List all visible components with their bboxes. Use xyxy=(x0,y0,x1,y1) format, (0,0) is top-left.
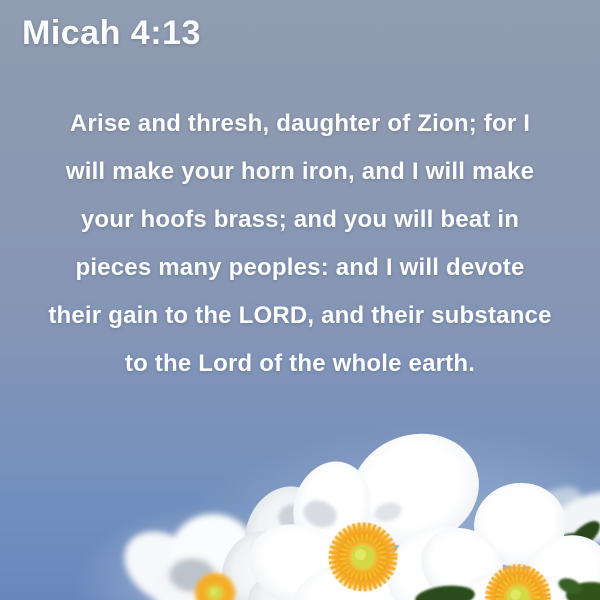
page-title: Micah 4:13 xyxy=(22,14,201,52)
verse-text xyxy=(0,100,600,388)
verse-line: your hoofs brass; and you will beat in xyxy=(80,206,520,233)
verse-line: to the Lord of the whole earth. xyxy=(124,350,476,377)
flower-stamen xyxy=(327,521,399,593)
verse-line: Arise and thresh, daughter of Zion; for I xyxy=(69,110,531,137)
verse-line: their gain to the LORD, and their substance xyxy=(48,302,552,329)
verse-line: will make your horn iron, and I will make xyxy=(65,158,535,185)
verse-line: pieces many peoples: and I will devote xyxy=(75,254,525,281)
